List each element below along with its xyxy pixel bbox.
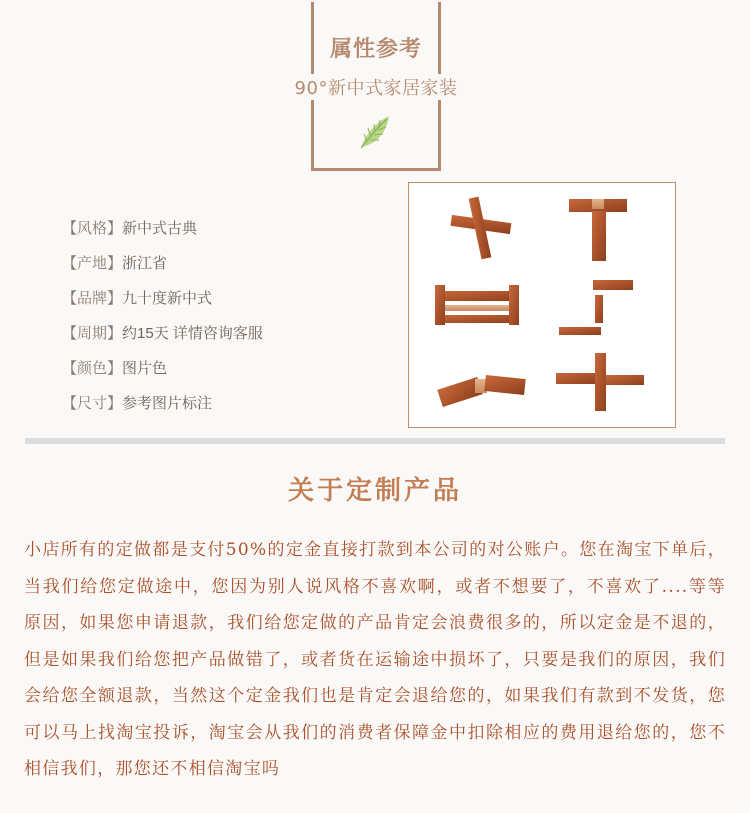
l-joint-pieces — [559, 280, 633, 335]
attribute-key: 【风格】 — [62, 220, 123, 237]
attribute-value: 参考图片标注 — [122, 395, 213, 412]
attribute-value: 约15天 详情咨询客服 — [122, 325, 263, 342]
attribute-key: 【周期】 — [62, 325, 123, 342]
attribute-row-color — [62, 358, 263, 393]
leaf-icon — [355, 112, 395, 152]
post-joint-piece — [556, 353, 644, 411]
attribute-key: 【尺寸】 — [62, 395, 123, 412]
attribute-row-style — [62, 218, 263, 253]
attribute-key: 【产地】 — [62, 255, 123, 272]
section-title: 关于定制产品 — [287, 476, 462, 506]
cross-joint-piece — [450, 197, 511, 260]
t-joint-piece — [569, 199, 627, 261]
attribute-row-period — [62, 323, 263, 358]
attribute-value: 图片色 — [122, 360, 168, 377]
custom-order-policy-text: 小店所有的定做都是支付50%的定金直接打款到本公司的对公账户。您在淘宝下单后，当我们给您定做途中，您因为别人说风格不喜欢啊，或者不想要了，不喜欢了....等等原因，如果您申请退款，我们给您定做的产品肯定会浪费很多的，所以定金是不退的，但是如果我们给您把产品做错了，或者货在运输途中损坏了，只要是我们的原因，我们会给您全额退款，当然这个定金我们也是肯定会退给您的，如果我们有款到不发货，您可以马上找淘宝投诉，淘宝会从我们的消费者保障金中扣除相应的费用退给您的，您不相信我们，那您还不相信淘宝吗 — [24, 540, 726, 779]
attribute-list — [62, 218, 263, 428]
attribute-row-origin — [62, 253, 263, 288]
attribute-row-size — [62, 393, 263, 428]
page-subtitle: 90°新中式家居家装 — [286, 74, 466, 100]
frame-joint-piece — [435, 285, 519, 325]
attribute-key: 【品牌】 — [62, 290, 123, 307]
section-divider — [25, 438, 725, 444]
attribute-value: 新中式古典 — [122, 220, 198, 237]
attribute-value: 浙江省 — [122, 255, 168, 272]
attribute-row-brand — [62, 288, 263, 323]
page-title: 属性参考 — [329, 37, 422, 62]
attribute-value: 九十度新中式 — [122, 290, 213, 307]
angled-joint-piece — [437, 375, 525, 407]
attribute-key: 【颜色】 — [62, 360, 123, 377]
joinery-illustration — [409, 183, 675, 427]
joinery-photo — [408, 182, 676, 428]
